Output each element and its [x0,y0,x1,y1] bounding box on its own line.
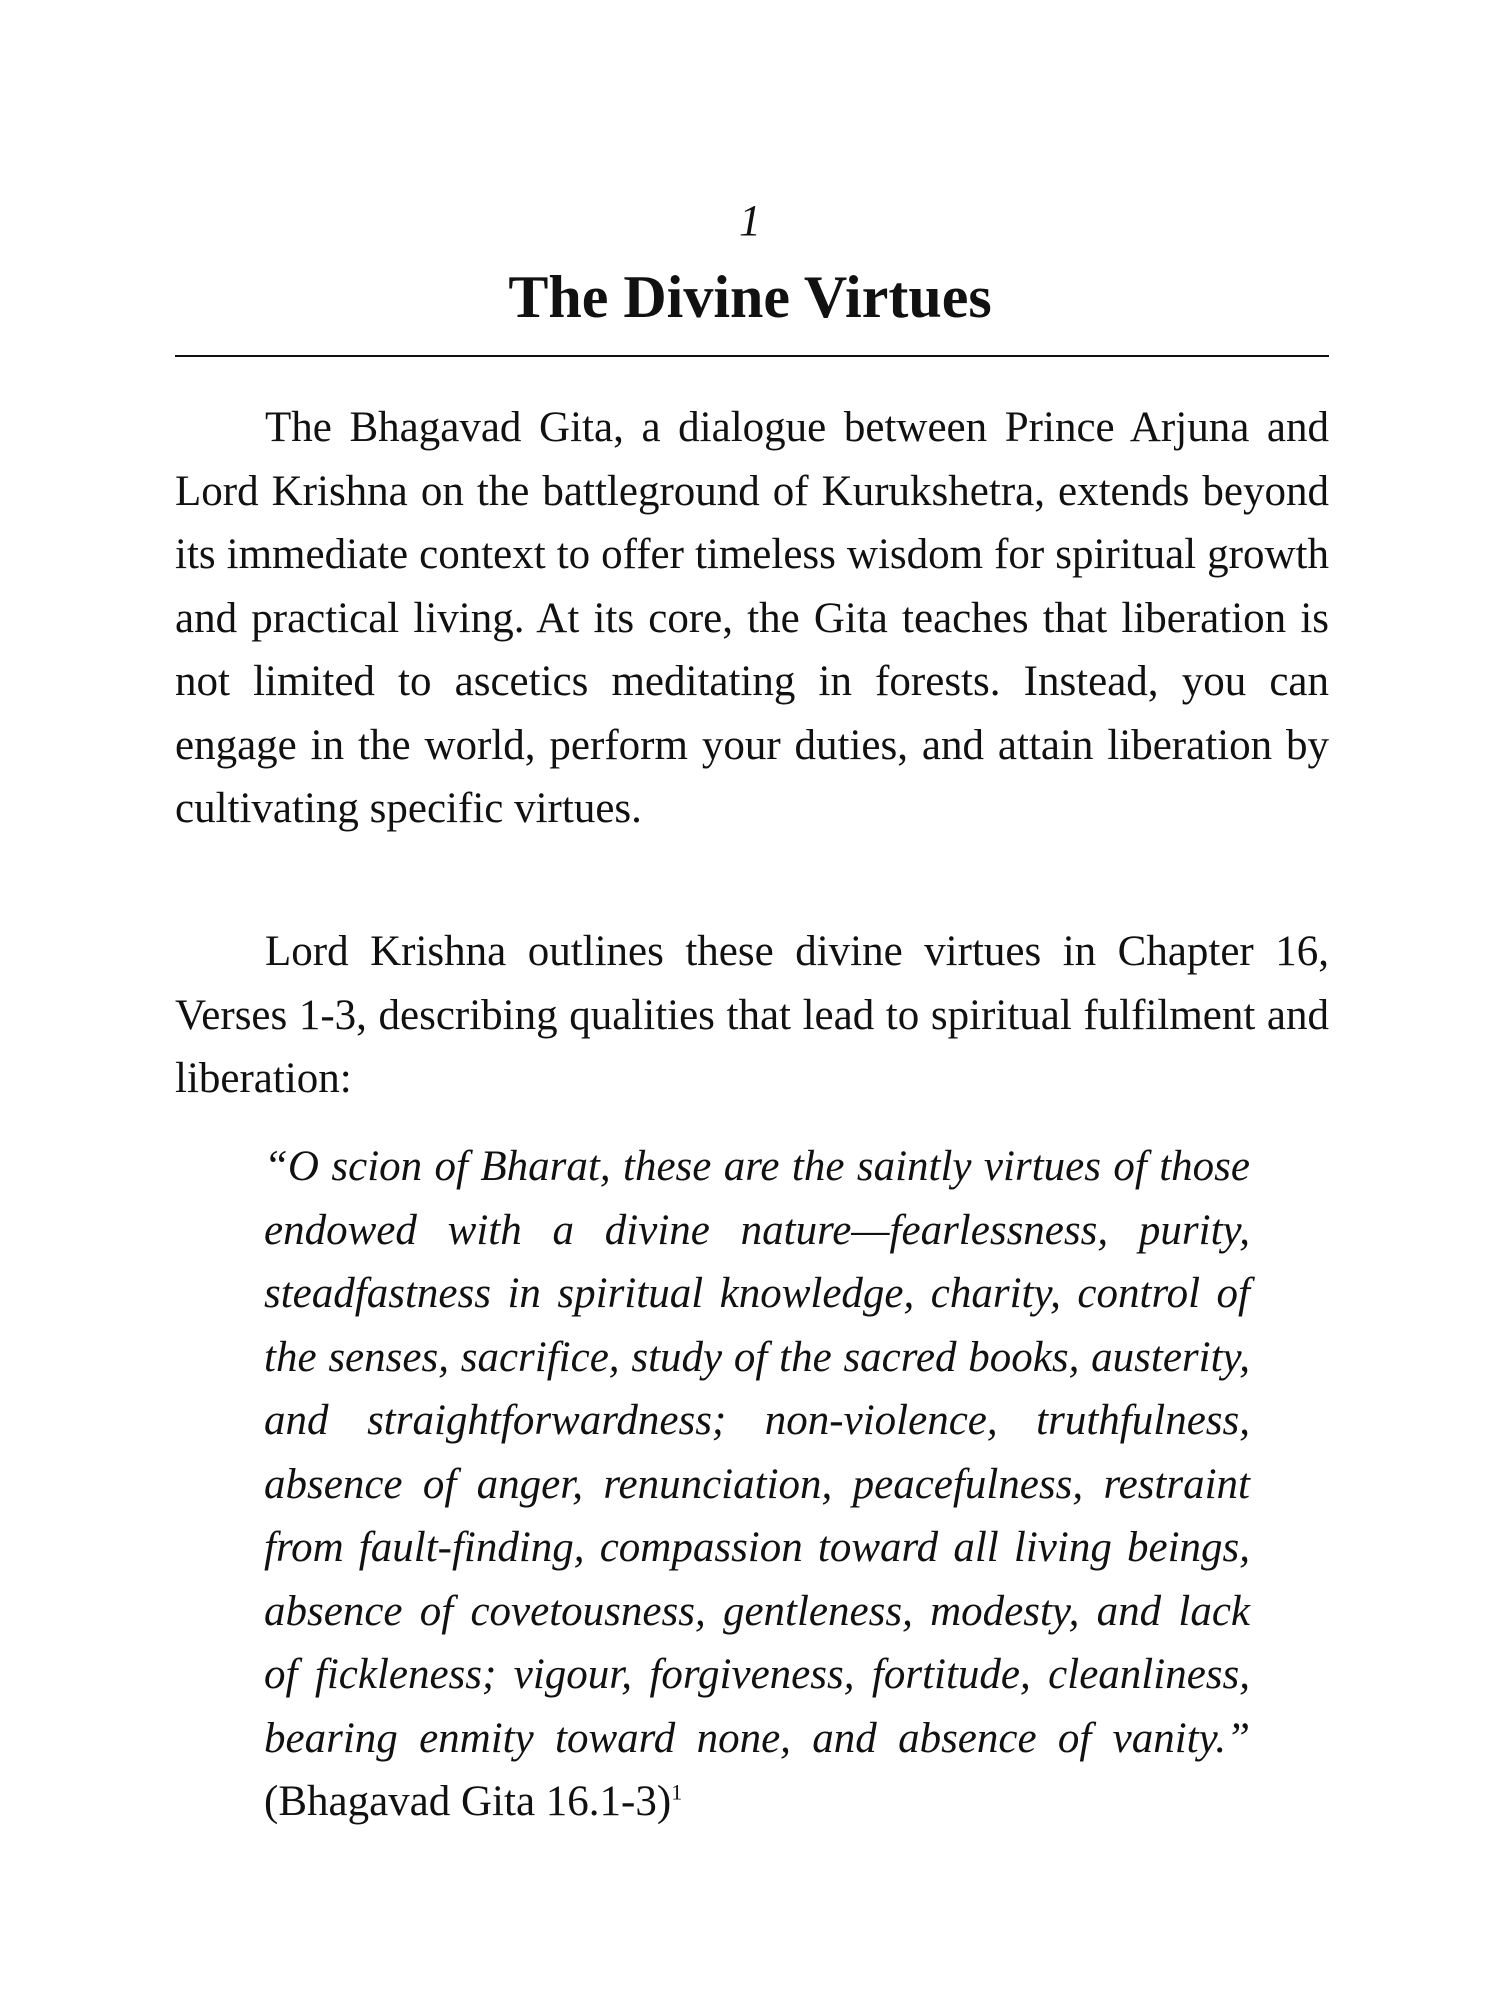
virtues-intro-paragraph: Lord Krishna outlines these divine virtues in Chapter 16, Verses 1-3, describing qualities that lead to spiritual fulfilment and liberation: [175,928,1329,1102]
intro-paragraph: The Bhagavad Gita, a dialogue between Prince Arjuna and Lord Krishna on the battleground of Kurukshetra, extends beyond its immediate context to offer timeless wisdom for spiritual growth and practical living. At its core, the Gita teaches that liberation is not limited to ascetics meditating in forests. Instead, you can engage in the world, perform your duties, and attain liberation by cultivating specific virtues. [175,404,1329,832]
quote-citation: (Bhagavad Gita 16.1-3) [264,1778,672,1825]
scripture-quote [264,1135,1250,1834]
quote-text: “O scion of Bharat, these are the saintly virtues of those endowed with a divine nature—fearlessness, purity, steadfastness in spiritual knowledge, charity, control of the senses, sacrifice, study of the sacred books, austerity, and straightforwardness; non-violence, truthfulness, absence of anger, renunciation, peacefulness, restraint from fault-finding, compassion toward all living beings, absence of covetousness, gentleness, modesty, and lack of fickleness; vigour, forgiveness, fortitude, cleanliness, bearing enmity toward none, and absence of vanity.” [264,1143,1250,1762]
title-divider [175,355,1329,357]
chapter-number: 1 [739,196,761,245]
chapter-title: The Divine Virtues [508,264,992,330]
footnote-marker[interactable]: 1 [671,1779,683,1805]
